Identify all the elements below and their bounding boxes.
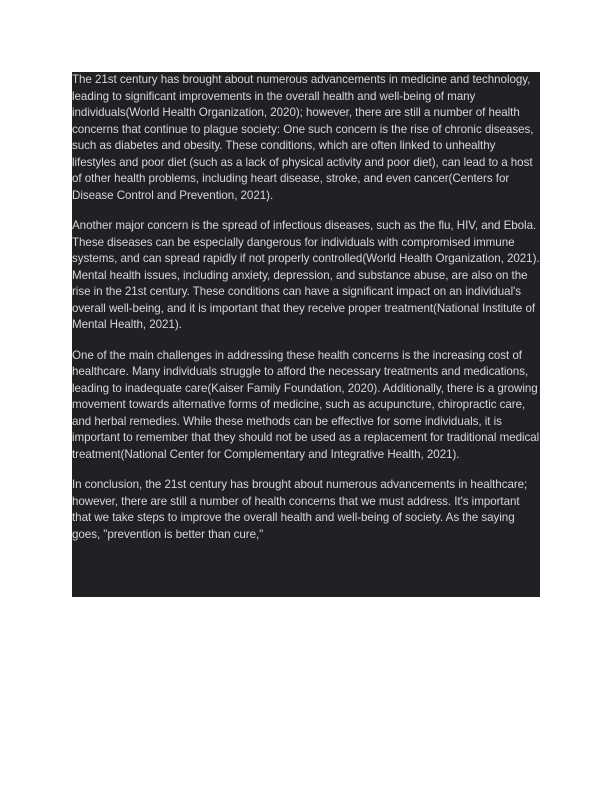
paragraph-infectious-diseases: Another major concern is the spread of infectious diseases, such as the flu, HIV, and Ebola. These diseases can be especially dangerous for individuals with compromised immune systems, and can spread rapidly if not properly controlled(World Health Organization, 2021). Mental health issues, including anxiety, depression, and substance abuse, are also on the rise in the 21st century. These conditions can have a significant impact on an individual's overall well-being, and it is important that they receive proper treatment(National Institute of Mental Health, 2021). [72,219,540,331]
paragraph-conclusion: In conclusion, the 21st century has brought about numerous advancements in healthcare; however, there are still a number of health concerns that we must address. It's important that we take steps to improve the overall health and well-being of society. As the saying goes, "prevention is better than cure," [72,478,528,541]
essay-text-block [72,72,540,597]
paragraph-healthcare-cost: One of the main challenges in addressing these health concerns is the increasing cost of healthcare. Many individuals struggle to afford the necessary treatments and medications, leading to inadequate care(Kaiser Family Foundation, 2020). Additionally, there is a growing movement towards alternative forms of medicine, such as acupuncture, chiropractic care, and herbal remedies. While these methods can be effective for some individuals, it is important to remember that they should not be used as a replacement for traditional medical treatment(National Center for Complementary and Integrative Health, 2021). [72,348,540,461]
paragraph-intro: The 21st century has brought about numerous advancements in medicine and technology, leading to significant improvements in the overall health and well-being of many individuals(World Health Organization, 2020); however, there are still a number of health concerns that continue to plague society: One such concern is the rise of chronic diseases, such as diabetes and obesity. These conditions, which are often linked to unhealthy lifestyles and poor diet (such as a lack of physical activity and poor diet), can lead to a host of other health problems, including heart disease, stroke, and even cancer(Centers for Disease Control and Prevention, 2021). [72,73,534,202]
